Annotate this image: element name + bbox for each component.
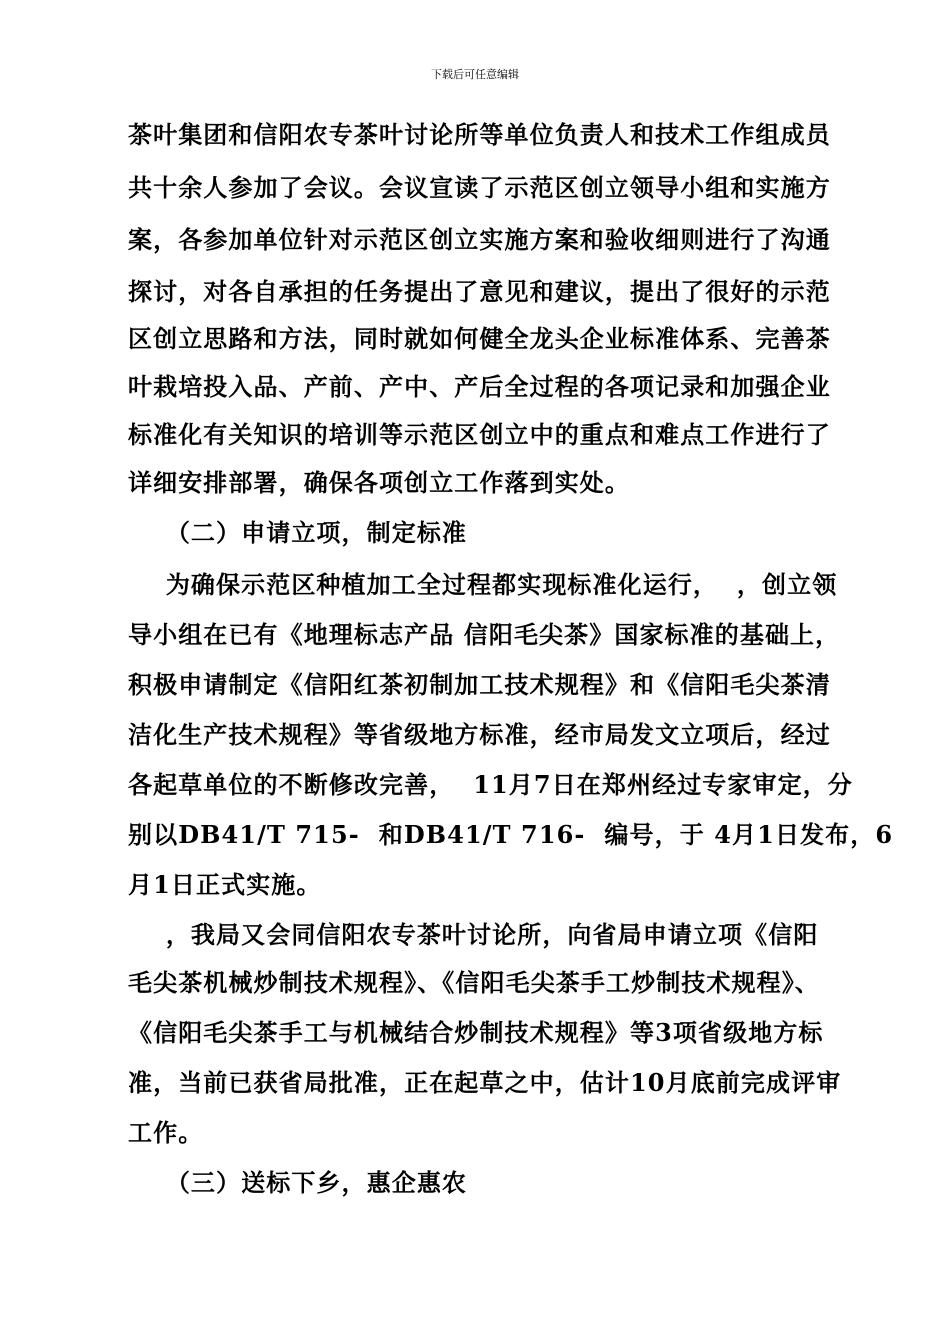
body-line: 积极申请制定《信阳红茶初制加工技术规程》和《信阳毛尖茶清 <box>128 670 831 699</box>
body-line: 别以DB41/T 715- 和DB41/T 716- 编号，于 4月1日发布，6 <box>128 820 894 849</box>
body-line: 导小组在已有《地理标志产品 信阳毛尖茶》国家标准的基础上， <box>128 620 841 649</box>
body-line: 工作。 <box>128 1118 204 1147</box>
body-line: 标准化有关知识的培训等示范区创立中的重点和难点工作进行了 <box>128 420 831 449</box>
page-header: 下载后可任意编辑 <box>431 68 519 81</box>
body-line: 茶叶集团和信阳农专茶叶讨论所等单位负责人和技术工作组成员 <box>128 120 831 149</box>
body-line: 为确保示范区种植加工全过程都实现标准化运行， ，创立领 <box>128 570 838 599</box>
body-line: 各起草单位的不断修改完善， 11月7日在郑州经过专家审定，分 <box>128 770 853 799</box>
body-line: 案，各参加单位针对示范区创立实施方案和验收细则进行了沟通 <box>128 225 831 254</box>
body-line: 洁化生产技术规程》等省级地方标准，经市局发文立项后，经过 <box>128 720 831 749</box>
section-heading: （三）送标下乡，惠企惠农 <box>128 1168 468 1197</box>
body-line: 准，当前已获省局批准，正在起草之中，估计10月底前完成评审 <box>128 1068 842 1097</box>
body-line: 共十余人参加了会议。会议宣读了示范区创立领导小组和实施方 <box>128 173 831 202</box>
body-line: ，我局又会同信阳农专茶叶讨论所，向省局申请立项《信阳 <box>128 920 819 949</box>
body-line: 详细安排部署，确保各项创立工作落到实处。 <box>128 468 630 497</box>
body-line: 叶栽培投入品、产前、产中、产后全过程的各项记录和加强企业 <box>128 372 831 401</box>
body-line: 《信阳毛尖茶手工与机械结合炒制技术规程》等3项省级地方标 <box>128 1018 824 1047</box>
section-heading: （二）申请立项，制定标准 <box>128 518 468 547</box>
body-line: 月1日正式实施。 <box>128 870 322 899</box>
body-line: 探讨，对各自承担的任务提出了意见和建议，提出了很好的示范 <box>128 277 831 306</box>
body-line: 区创立思路和方法，同时就如何健全龙头企业标准体系、完善茶 <box>128 324 831 353</box>
body-line: 毛尖茶机械炒制技术规程》、《信阳毛尖茶手工炒制技术规程》、 <box>128 968 820 997</box>
